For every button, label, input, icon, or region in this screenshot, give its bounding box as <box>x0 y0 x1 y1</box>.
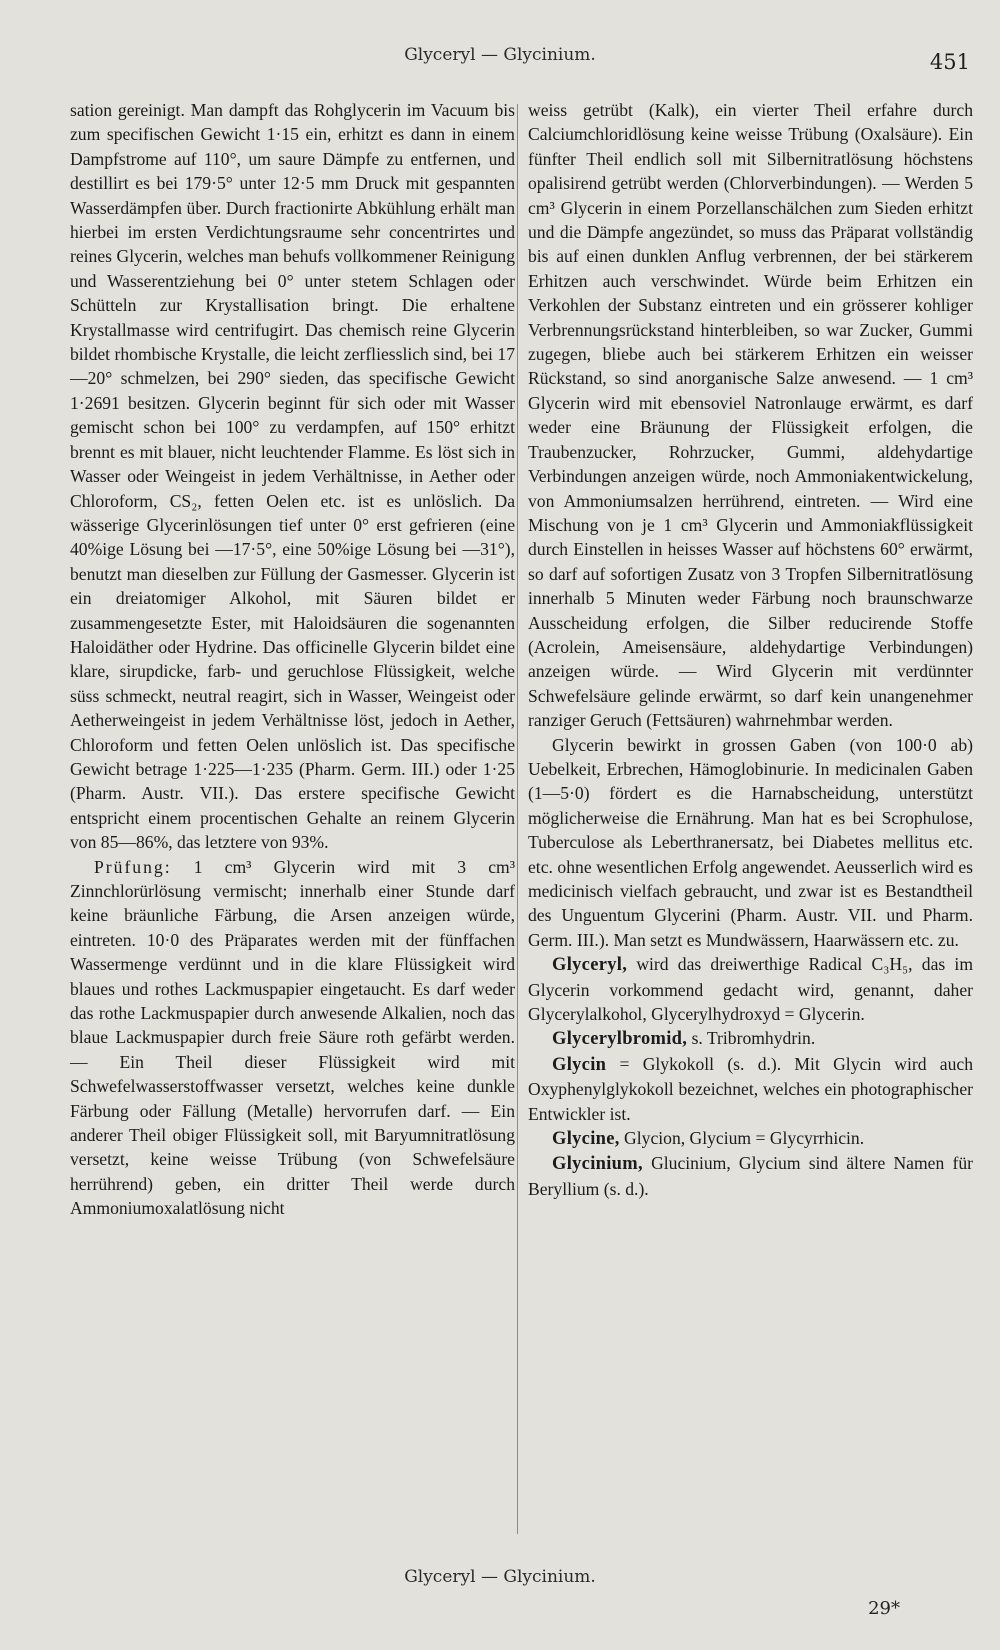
entry-headword: Glycin <box>552 1054 607 1075</box>
entry-glycine <box>528 1126 973 1151</box>
paragraph: weiss getrübt (Kalk), ein vierter Theil erfahre durch Calciumchloridlösung keine weisse Trübung (Oxalsäure). Ein fünfter Theil endlich soll mit Silbernitratlösung höchstens opalisirend getrübt werden (Chlorverbindungen). — Werden 5 cm³ Glycerin in einem Porzellanschälchen zum Sieden erhitzt und die Dämpfe angezündet, so muss das Präparat vollständig bis auf einen dunklen Anflug verbrennen, der bei stärkerem Erhitzen auch verschwindet. Würde beim Erhitzen ein Verkohlen der Substanz eintreten und ein grösserer kohliger Verbrennungsrückstand hinterbleiben, so war Zucker, Gummi zugegen, bliebe auch bei stärkerem Erhitzen ein weisser Rückstand, so sind anorganische Salze anwesend. — 1 cm³ Glycerin wird mit ebensoviel Natronlauge erwärmt, es darf weder eine Bräunung der Flüssigkeit erfolgen, die Traubenzucker, Rohrzucker, Gummi, aldehydartige Verbindungen anzeigen würde, noch Ammoniakentwickelung, von Ammoniumsalzen herrührend, eintreten. — Wird eine Mischung von je 1 cm³ Glycerin und Ammoniakflüssigkeit durch Einstellen in heisses Wasser auf höchstens 60° erwärmt, so darf auf sofortigen Zusatz von 3 Tropfen Silbernitratlösung innerhalb 5 Minuten weder Färbung noch braunschwarze Ausscheidung erfolgen, die Silber reducirende Stoffe (Acrolein, Ameisensäure, aldehydartige Verbindungen) anzeigen würde. — Wird Glycerin mit verdünnter Schwefelsäure gelinde erwärmt, so darf kein unangenehmer ranziger Geruch (Fettsäuren) wahrnehmbar werden. <box>528 100 973 731</box>
column-divider <box>517 104 518 1534</box>
right-column <box>528 98 973 1201</box>
entry-headword: Glycinium, <box>552 1154 643 1175</box>
entry-headword: Glycerylbromid, <box>552 1029 688 1050</box>
entry-headword: Glyceryl, <box>552 955 628 976</box>
left-column <box>70 98 515 1221</box>
entry-glyceryl <box>528 952 973 1026</box>
entry-text: = Glykokoll (s. d.). Mit Glycin wird auch Oxyphenylglykokoll bezeichnet, welches ein photographischer Entwickler ist. <box>528 1053 973 1124</box>
page-number: 451 <box>929 50 970 74</box>
signature-mark: 29* <box>868 1598 900 1619</box>
entry-headword: Glycine, <box>552 1129 620 1150</box>
entry-glycerylbromid <box>528 1026 973 1051</box>
running-head: Glyceryl — Glycinium. <box>404 45 596 65</box>
pruefung-text: 1 cm³ Glycerin wird mit 3 cm³ Zinnchlorürlösung vermischt; innerhalb einer Stunde darf keine bräunliche Färbung, die Arsen anzeigen würde, eintreten. 10·0 des Präparates werden mit der fünffachen Wassermenge verdünnt und in die klare Flüssigkeit wird blaues und rothes Lackmuspapier eingetaucht. Es darf weder das rothe Lackmuspapier durch anwesende Alkalien, noch das blaue Lackmuspapier durch freie Säure roth gefärbt werden. — Ein Theil dieser Flüssigkeit wird mit Schwefelwasserstoffwasser versetzt, welches keine dunkle Färbung oder Fällung (Metalle) hervorrufen darf. — Ein anderer Theil obiger Flüssigkeit soll, mit Baryumnitratlösung versetzt, keine weisse Trübung (von Schwefelsäure herrührend) geben, ein dritter Theil werde durch Ammoniumoxalatlösung nicht <box>70 856 515 1219</box>
paragraph: Glycerin bewirkt in grossen Gaben (von 100·0 ab) Uebelkeit, Erbrechen, Hämoglobinurie. In medicinalen Gaben (1—5·0) fördert es die Harnabscheidung, unterstützt möglicherweise die Ernährung. Man hat es bei Scrophulose, Tuberculose als Leberthranersatz, bei Diabetes mellitus etc. etc. ohne wesentlichen Erfolg angewendet. Aeusserlich wird es medicinisch vielfach gebraucht, und zwar ist es Bestandtheil des Unguentum Glycerini (Pharm. Austr. VII. und Pharm. Germ. III.). Man setzt es Mundwässern, Haarwässern etc. zu. <box>528 734 973 950</box>
paragraph: sation gereinigt. Man dampft das Rohglycerin im Vacuum bis zum specifischen Gewicht 1·15 ein, erhitzt es dann in einem Dampfstrome auf 110°, um saure Dämpfe zu entfernen, und destillirt es bei 179·5° unter 12·5 mm Druck mit gespannten Wasserdämpfen über. Durch fractionirte Abkühlung erhält man hierbei im ersten Verdichtungsraume sehr concentrirtes und reines Glycerin, welches man behufs vollkommener Reinigung und Wasserentziehung bei 0° unter stetem Schlagen oder Schütteln zur Krystallisation bringt. Die erhaltene Krystallmasse wird centrifugirt. Das chemisch reine Glycerin bildet rhombische Krystalle, die leicht zerfliesslich sind, bei 17—20° schmelzen, bei 290° sieden, das specifische Gewicht 1·2691 besitzen. Glycerin beginnt für sich oder mit Wasser gemischt schon bei 100° zu verdampfen, auf 150° erhitzt brennt es mit blauer, nicht leuchtender Flamme. Es löst sich in Wasser oder Weingeist in jedem Verhältnisse, in Aether oder Chloroform, CS₂, fetten Oelen etc. ist es unlöslich. Da wässerige Glycerinlösungen tief unter 0° erst gefrieren (eine 40%ige Lösung bei —17·5°, eine 50%ige Lösung bei —31°), benutzt man dieselben zur Füllung der Gasmesser. Glycerin ist ein dreiatomiger Alkohol, mit Säuren bildet er zusammengesetzte Ester, mit Haloidsäuren die sogenannten Haloidäther oder Hydrine. Das officinelle Glycerin bildet eine klare, sirupdicke, farb- und geruchlose Flüssigkeit, welche süss schmeckt, neutral reagirt, sich in Wasser, Weingeist oder Aetherweingeist in jedem Verhältnisse löst, jedoch in Aether, Chloroform und fetten Oelen unlöslich ist. Das specifische Gewicht betrage 1·225—1·235 (Pharm. Germ. III.) oder 1·25 (Pharm. Austr. VII.). Das erstere specifische Gewicht entspricht einem procentischen Gehalte an reinem Glycerin von 85—86%, das letztere von 93%. <box>70 100 515 853</box>
paragraph-pruefung <box>70 855 515 1221</box>
entry-text: Glycion, Glycium = Glycyrrhicin. <box>619 1128 865 1149</box>
pruefung-label: Prüfung: <box>94 856 172 877</box>
entry-text: s. Tribromhydrin. <box>687 1028 816 1049</box>
entry-text: wird das dreiwerthige Radical C₃H₅, das im Glycerin vorkommend gedacht wird, genannt, daher Glycerylalkohol, Glycerylhydroxyd = Glycerin. <box>528 954 973 1025</box>
entry-text: Glucinium, Glycium sind ältere Namen für Beryllium (s. d.). <box>528 1153 973 1199</box>
entry-glycinium <box>528 1151 973 1201</box>
entry-glycin <box>528 1052 973 1126</box>
running-foot: Glyceryl — Glycinium. <box>404 1567 596 1587</box>
